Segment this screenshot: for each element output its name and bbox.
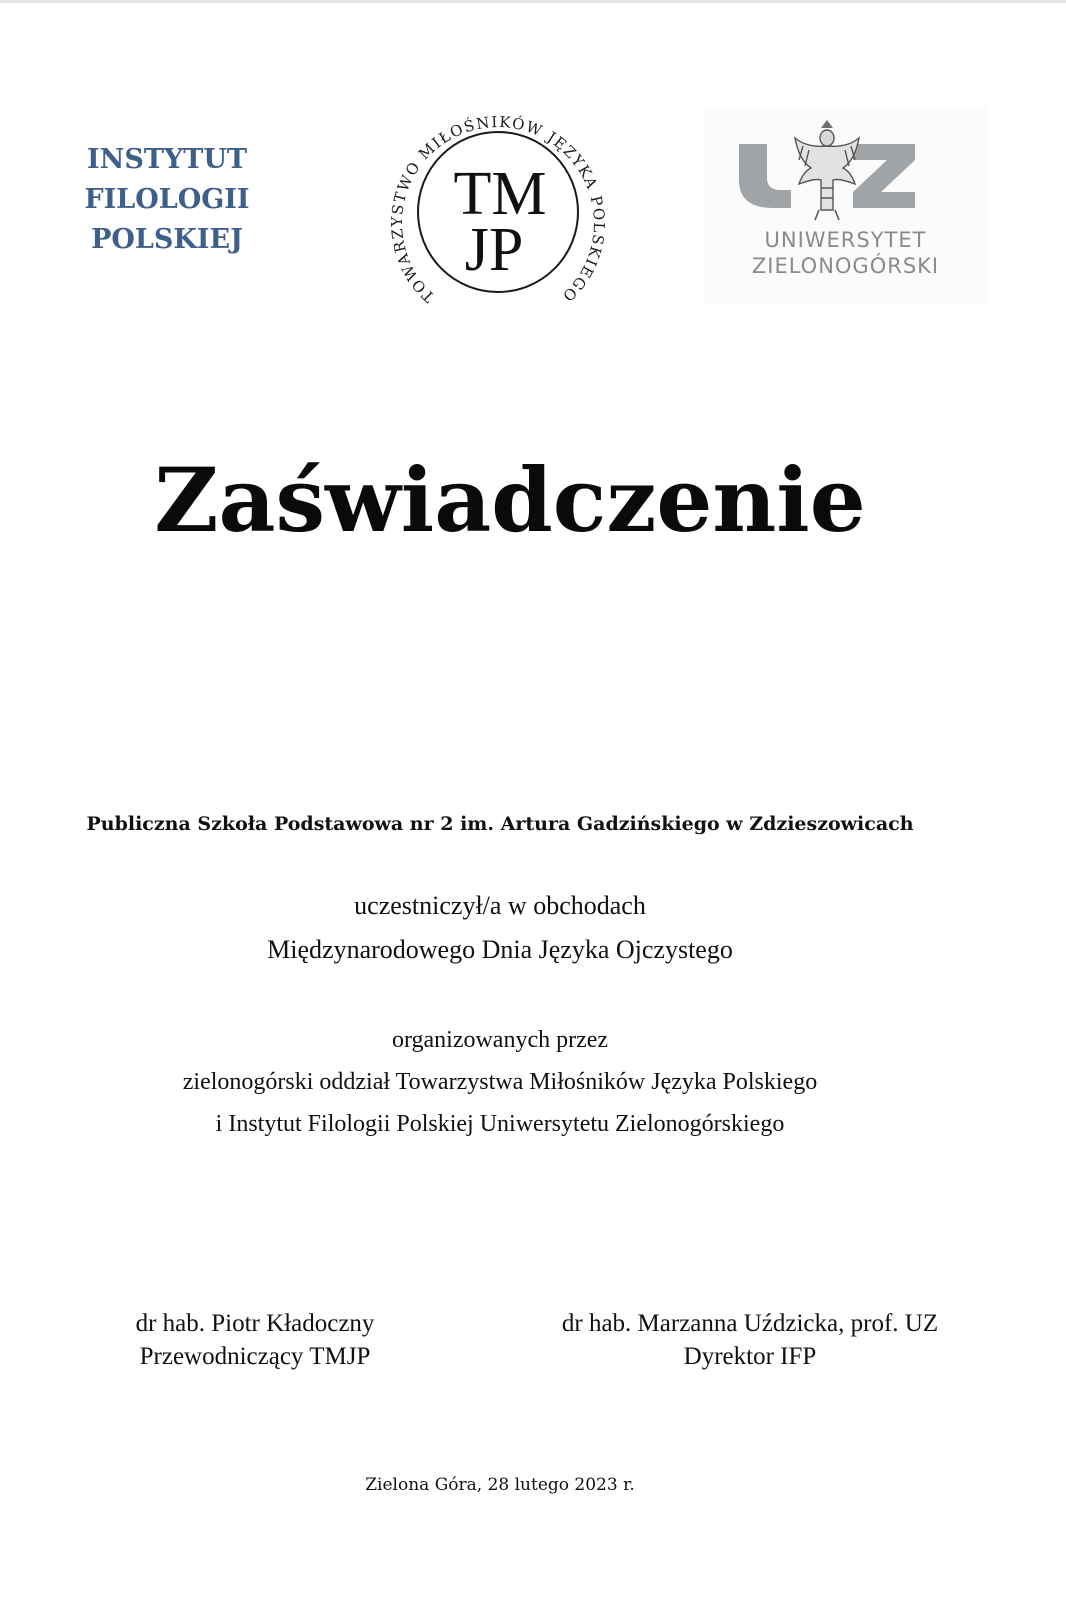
uz-letter-z-icon <box>853 144 915 208</box>
top-border <box>0 0 1066 3</box>
ifp-logo-line-3: POLSKIEJ <box>91 224 243 255</box>
ifp-logo-line-1: INSTYTUT <box>87 144 247 175</box>
organizers-line-2: zielonogórski oddział Towarzystwa Miłośników Języka Polskiego <box>182 1069 818 1095</box>
participation-line-1: uczestniczył/a w obchodach <box>354 891 646 920</box>
signatory-name: dr hab. Marzanna Uździcka, prof. UZ <box>561 1310 939 1337</box>
eagle-emblem-icon <box>795 120 859 220</box>
recipient-name: Publiczna Szkoła Podstawowa nr 2 im. Artura Gadzińskiego w Zdzieszowicach <box>86 813 914 835</box>
signature-right <box>540 1307 960 1373</box>
ifp-logo <box>62 140 272 260</box>
uz-name-line-1: UNIWERSYTET <box>764 228 927 252</box>
place-and-date: Zielona Góra, 28 lutego 2023 r. <box>365 1475 635 1495</box>
seal-monogram-bottom: JP <box>464 216 524 284</box>
uz-name-line-2: ZIELONOGÓRSKI <box>751 254 940 278</box>
uz-letter-u-icon <box>739 144 791 208</box>
seal-ring-textpath: TOWARZYSTWO MIŁOŚNIKÓW JĘZYKA POLSKIEGO <box>387 112 609 306</box>
ifp-logo-line-2: FILOLOGII <box>84 184 250 215</box>
uz-logo <box>703 108 988 303</box>
organizers-line-3: i Instytut Filologii Polskiej Uniwersytetu Zielonogórskiego <box>215 1111 785 1137</box>
signatory-role: Dyrektor IFP <box>683 1343 817 1370</box>
participation-line-2: Międzynarodowego Dnia Języka Ojczystego <box>267 935 733 964</box>
certificate-title: Zaświadczenie <box>154 448 866 552</box>
organizers-line-1: organizowanych przez <box>391 1027 609 1053</box>
signature-left <box>100 1307 410 1373</box>
signatory-role: Przewodniczący TMJP <box>139 1343 371 1370</box>
uz-emblem <box>703 108 988 228</box>
signatory-name: dr hab. Piotr Kładoczny <box>135 1310 375 1337</box>
tmjp-seal <box>378 98 618 323</box>
seal-monogram-top: TM <box>453 160 547 228</box>
